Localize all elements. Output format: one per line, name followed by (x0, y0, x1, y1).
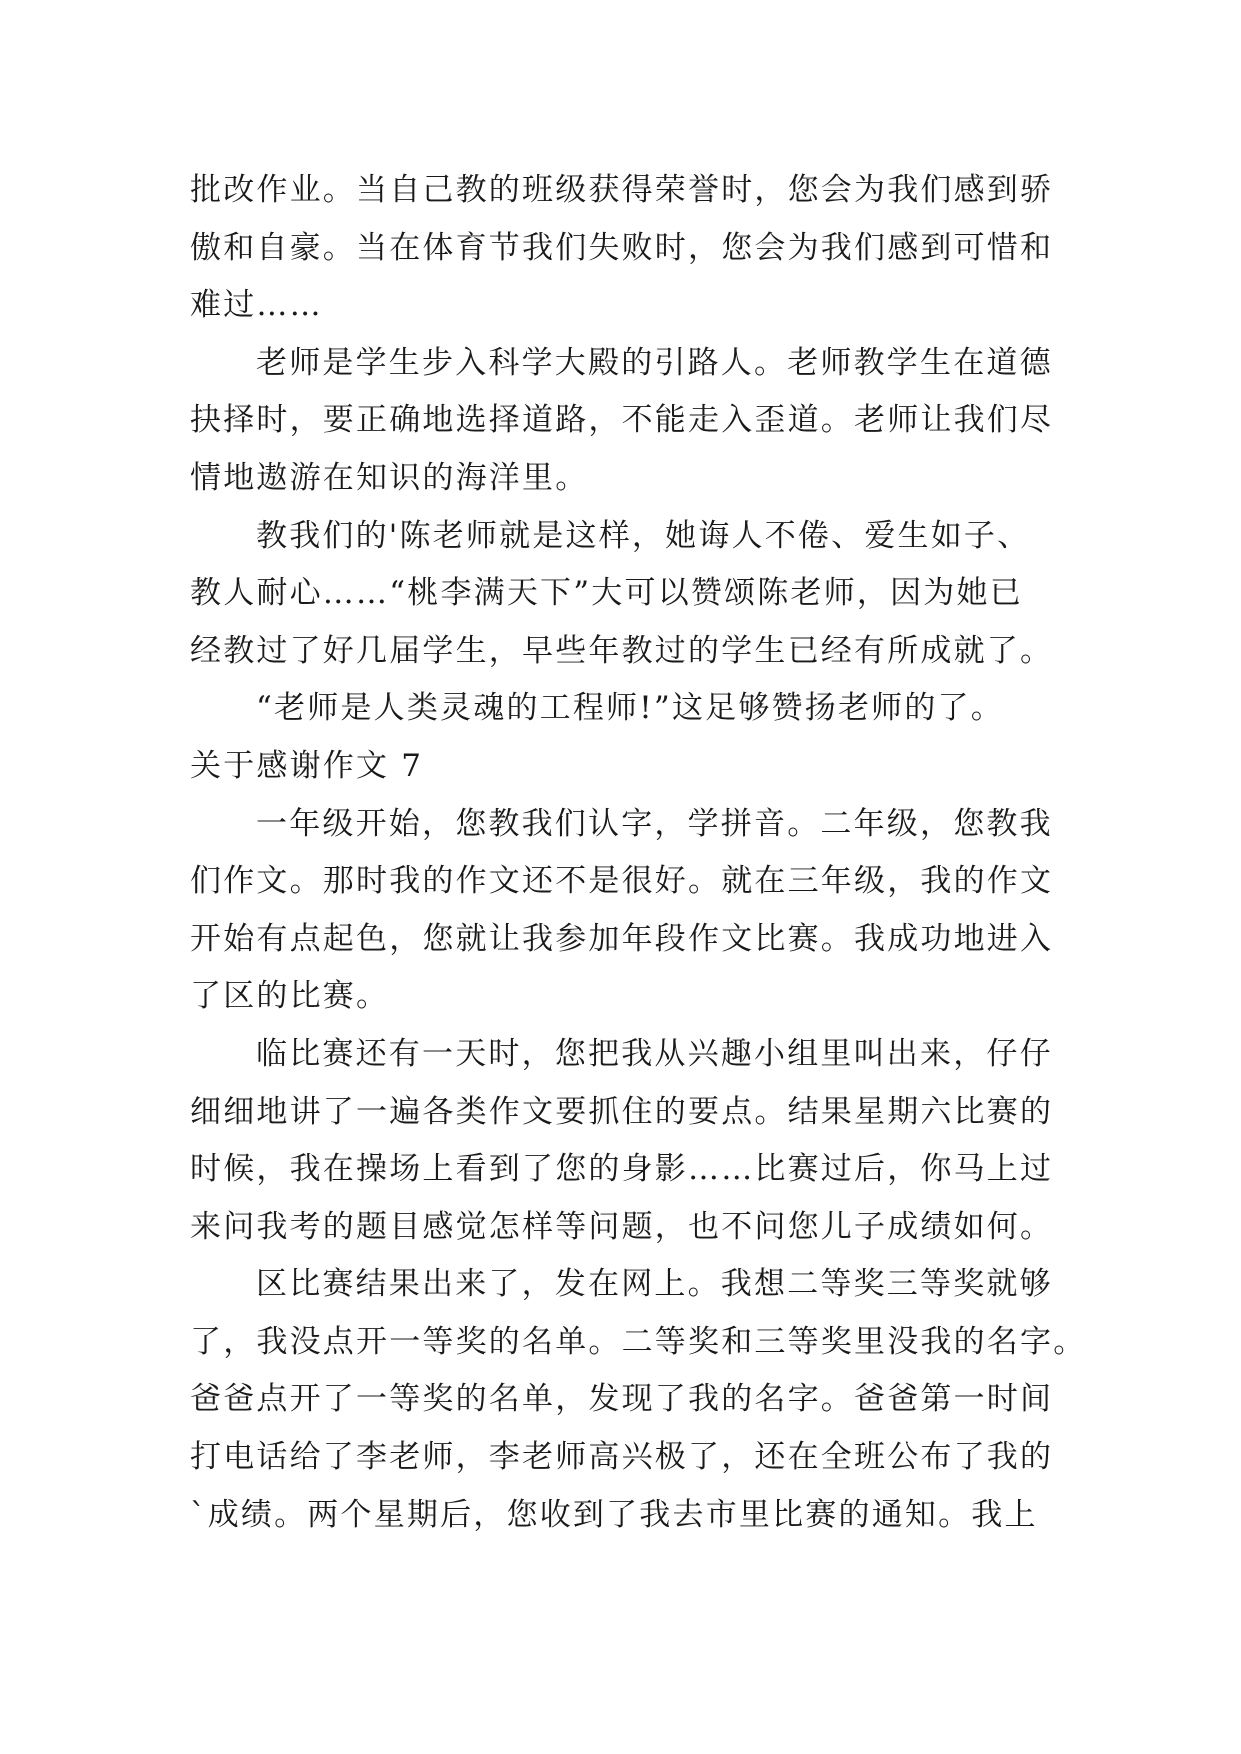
text-line: 爸爸点开了一等奖的名单，发现了我的名字。爸爸第一时间 (190, 1381, 1054, 1418)
text-line: 傲和自豪。当在体育节我们失败时，您会为我们感到可惜和 (190, 229, 1054, 266)
text-line: 经教过了好几届学生，早些年教过的学生已经有所成就了。 (190, 632, 1054, 669)
text-line: 教人耐心……“桃李满天下”大可以赞颂陈老师，因为她已 (190, 575, 1023, 612)
text-line: 难过…… (190, 287, 323, 324)
text-line: `成绩。两个星期后，您收到了我去市里比赛的通知。我上 (190, 1496, 1038, 1533)
text-line: 们作文。那时我的作文还不是很好。就在三年级，我的作文 (190, 863, 1054, 900)
text-line: 了，我没点开一等奖的名单。二等奖和三等奖里没我的名字。 (190, 1323, 1087, 1360)
text-line: “老师是人类灵魂的工程师!”这足够赞扬老师的了。 (256, 690, 1004, 727)
text-line: 区比赛结果出来了，发在网上。我想二等奖三等奖就够 (256, 1266, 1053, 1303)
text-line: 时候，我在操场上看到了您的身影……比赛过后，你马上过 (190, 1151, 1054, 1188)
text-line: 情地遨游在知识的海洋里。 (190, 459, 589, 496)
text-line: 抉择时，要正确地选择道路，不能走入歪道。老师让我们尽 (190, 402, 1054, 439)
text-line: 开始有点起色，您就让我参加年段作文比赛。我成功地进入 (190, 920, 1054, 957)
body-text (190, 162, 1087, 1544)
text-line: 临比赛还有一天时，您把我从兴趣小组里叫出来，仔仔 (256, 1035, 1053, 1072)
text-line: 老师是学生步入科学大殿的引路人。老师教学生在道德 (256, 344, 1053, 381)
text-line: 来问我考的题目感觉怎样等问题，也不问您儿子成绩如何。 (190, 1208, 1054, 1245)
text-line: 打电话给了李老师，李老师高兴极了，还在全班公布了我的 (190, 1439, 1054, 1476)
text-line: 批改作业。当自己教的班级获得荣誉时，您会为我们感到骄 (190, 172, 1054, 208)
text-line: 细细地讲了一遍各类作文要抓住的要点。结果星期六比赛的 (190, 1093, 1054, 1130)
text-line: 关于感谢作文 7 (190, 747, 424, 784)
text-line: 一年级开始，您教我们认字，学拼音。二年级，您教我 (256, 805, 1053, 842)
text-line: 教我们的'陈老师就是这样，她诲人不倦、爱生如子、 (256, 517, 1031, 554)
text-line: 了区的比赛。 (190, 978, 390, 1015)
